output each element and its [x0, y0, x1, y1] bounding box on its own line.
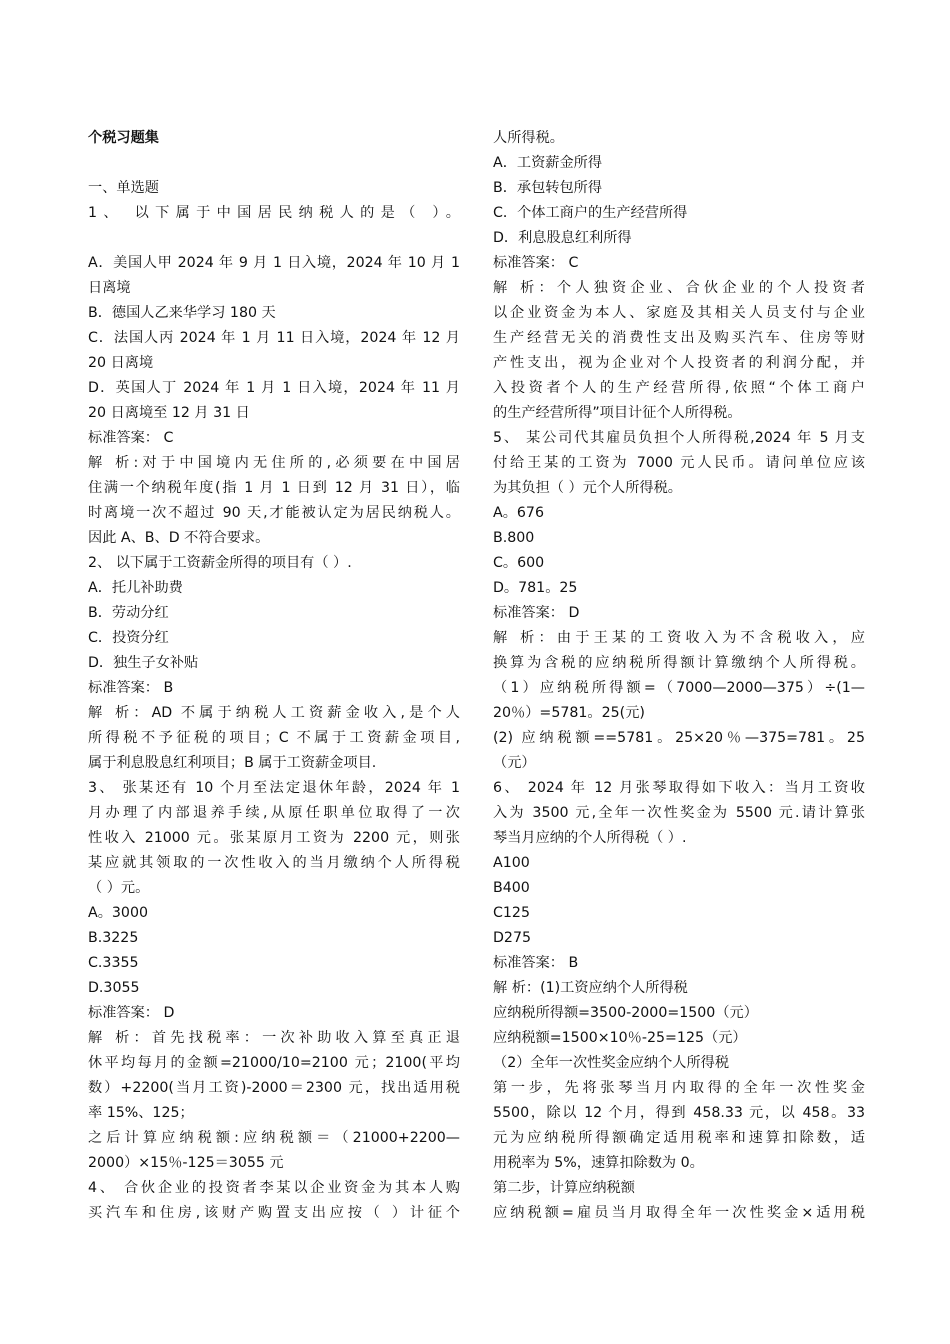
text-line: D．英国人丁 2024 年 1 月 1 日入境，2024 年 11 月 [88, 380, 460, 396]
text-line: 5、 某公司代其雇员负担个人所得税,2024 年 5 月支 [493, 430, 865, 446]
text-line: 某应就其领取的一次性收入的当月缴纳个人所得税 [88, 855, 460, 871]
text-line: 一、单选题 [88, 180, 159, 196]
text-line: 5500，除以 12 个月，得到 458.33 元，以 458。33 [493, 1105, 865, 1121]
text-line: C。600 [493, 555, 545, 571]
text-line: D．独生子女补贴 [88, 655, 199, 671]
text-line: D．利息股息红利所得 [493, 230, 632, 246]
text-line: （1）应纳税所得额=（7000—2000—375）÷(1— [493, 680, 865, 696]
text-line: 标准答案： B [493, 955, 579, 971]
text-line: A．美国人甲 2024 年 9 月 1 日入境，2024 年 10 月 1 [88, 255, 460, 271]
text-line [88, 151, 460, 176]
text-line: 解 析：AD 不属于纳税人工资薪金收入,是个人 [88, 705, 460, 721]
text-line: 解 析：(1)工资应纳个人所得税 [493, 980, 688, 996]
text-line: 日离境 [88, 280, 131, 296]
text-line: 20 日离境 [88, 355, 154, 371]
text-line: 以企业资金为本人、家庭及其相关人员支付与企业 [493, 305, 865, 321]
text-line: B400 [493, 880, 530, 896]
text-line: 时离境一次不超过 90 天,才能被认定为居民纳税人。 [88, 505, 460, 521]
text-line: 换算为含税的应纳税所得额计算缴纳个人所得税。 [493, 655, 865, 671]
text-line: 20％）=5781。25(元) [493, 705, 645, 721]
text-line: 入为 3500 元,全年一次性奖金为 5500 元.请计算张 [493, 805, 865, 821]
text-line: 应纳税额=1500×10％-25=125（元） [493, 1030, 747, 1046]
text-line: 买汽车和住房,该财产购置支出应按（ ）计征个 [88, 1205, 460, 1221]
document-title: 个税习题集 [88, 130, 159, 146]
text-line: （2）全年一次性奖金应纳个人所得税 [493, 1055, 730, 1071]
text-line: (2) 应纳税额==5781。25×20％—375=781。25 [493, 730, 865, 746]
text-line: A．托儿补助费 [88, 580, 183, 596]
text-line: B.800 [493, 530, 535, 546]
text-line: 数）+2200(当月工资)-2000＝2300 元，找出适用税 [88, 1080, 460, 1096]
text-line: A．工资薪金所得 [493, 155, 603, 171]
text-line: 产性支出，视为企业对个人投资者的利润分配，并 [493, 355, 865, 371]
text-line: 所得税不予征税的项目；C 不属于工资薪金项目, [88, 730, 460, 746]
text-line: 解 析：由于王某的工资收入为不含税收入，应 [493, 630, 865, 646]
text-line: 第二步，计算应纳税额 [493, 1180, 635, 1196]
text-line: 20 日离境至 12 月 31 日 [88, 405, 250, 421]
text-line: B．承包转包所得 [493, 180, 603, 196]
text-line: 月办理了内部退养手续,从原任职单位取得了一次 [88, 805, 460, 821]
text-line: A100 [493, 855, 530, 871]
text-line: 第一步，先将张琴当月内取得的全年一次性奖金 [493, 1080, 865, 1096]
text-line: 为其负担（ ）元个人所得税。 [493, 480, 682, 496]
text-line: （元） [493, 755, 536, 771]
text-line: D。781。25 [493, 580, 578, 596]
text-line: 生产经营无关的消费性支出及购买汽车、住房等财 [493, 330, 865, 346]
text-line: 住满一个纳税年度(指 1 月 1 日到 12 月 31 日），临 [88, 480, 460, 496]
text-line: B．劳动分红 [88, 605, 169, 621]
text-line: 付给王某的工资为 7000 元人民币。请问单位应该 [493, 455, 865, 471]
text-line: 标准答案： D [88, 1005, 175, 1021]
text-line: 标准答案： C [88, 430, 174, 446]
text-line: C125 [493, 905, 530, 921]
right-column [493, 126, 865, 1226]
text-line: 解 析:对于中国境内无住所的,必须要在中国居 [88, 455, 460, 471]
text-line: 人所得税。 [493, 130, 564, 146]
text-line: 的生产经营所得”项目计征个人所得税。 [493, 405, 742, 421]
text-line: （ ）元。 [88, 880, 150, 896]
text-line: A。676 [493, 505, 544, 521]
text-line: D275 [493, 930, 532, 946]
text-line: 率 15%、125； [88, 1105, 194, 1121]
text-line: 标准答案： B [88, 680, 174, 696]
text-line [88, 226, 460, 251]
text-line: 应纳税所得额=3500-2000=1500（元） [493, 1005, 758, 1021]
text-line: 因此 A、B、D 不符合要求。 [88, 530, 270, 546]
text-line: 元为应纳税所得额确定适用税率和速算扣除数，适 [493, 1130, 865, 1146]
text-line: C.3355 [88, 955, 139, 971]
text-line: 琴当月应纳的个人所得税（ ）. [493, 830, 687, 846]
text-line: 1、 以下属于中国居民纳税人的是（ ）。 [88, 205, 460, 221]
text-line: 2、 以下属于工资薪金所得的项目有（ ）. [88, 555, 352, 571]
left-column [88, 126, 460, 1226]
text-line: 6、 2024 年 12 月张琴取得如下收入：当月工资收 [493, 780, 865, 796]
text-line: B．德国人乙来华学习 180 天 [88, 305, 276, 321]
text-line: D.3055 [88, 980, 140, 996]
text-line: 标准答案： C [493, 255, 579, 271]
text-line: 3、 张某还有 10 个月至法定退休年龄，2024 年 1 [88, 780, 460, 796]
text-line: 用税率为 5%，速算扣除数为 0。 [493, 1155, 704, 1171]
text-line: 2000）×15％-125＝3055 元 [88, 1155, 284, 1171]
text-line: C．个体工商户的生产经营所得 [493, 205, 688, 221]
text-line: 属于利息股息红利项目；B 属于工资薪金项目. [88, 755, 377, 771]
text-line: 4、 合伙企业的投资者李某以企业资金为其本人购 [88, 1180, 460, 1196]
text-line: 应纳税额=雇员当月取得全年一次性奖金×适用税 [493, 1205, 865, 1221]
text-line: 标准答案： D [493, 605, 580, 621]
text-line: 之后计算应纳税额:应纳税额＝（21000+2200— [88, 1130, 460, 1146]
text-line: 解 析：首先找税率：一次补助收入算至真正退 [88, 1030, 460, 1046]
text-line: B.3225 [88, 930, 139, 946]
text-line: A。3000 [88, 905, 148, 921]
text-line: 性收入 21000 元。张某原月工资为 2200 元，则张 [88, 830, 460, 846]
text-line: C．投资分红 [88, 630, 169, 646]
text-line: 解 析：个人独资企业、合伙企业的个人投资者 [493, 280, 865, 296]
text-line: 休平均每月的金额=21000/10=2100 元；2100(平均 [88, 1055, 460, 1071]
text-line: C．法国人丙 2024 年 1 月 11 日入境，2024 年 12 月 [88, 330, 460, 346]
text-line: 入投资者个人的生产经营所得,依照“个体工商户 [493, 380, 865, 396]
